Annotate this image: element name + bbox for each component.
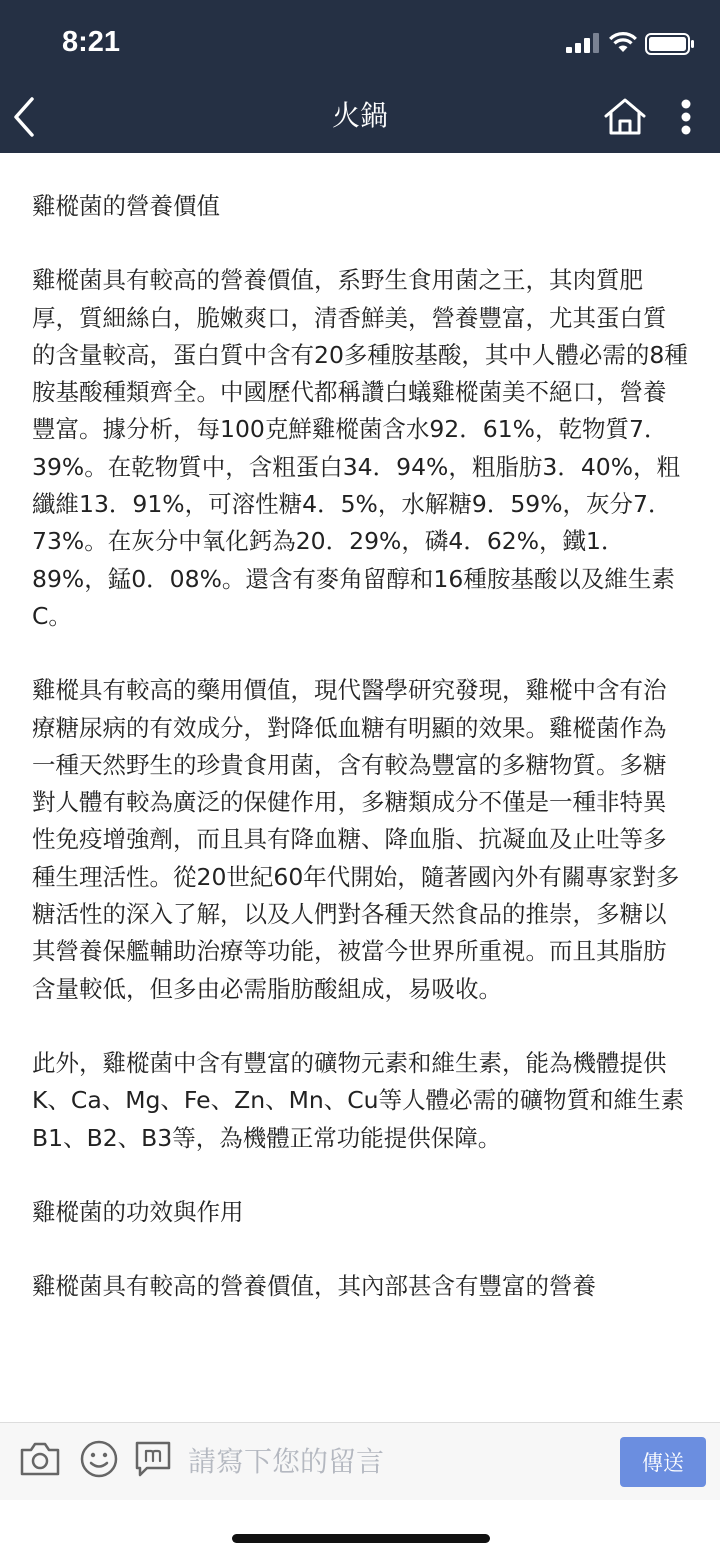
chevron-left-icon	[16, 99, 32, 135]
more-vertical-icon	[682, 100, 691, 135]
camera-icon[interactable]	[18, 1437, 62, 1481]
more-button[interactable]	[672, 96, 700, 138]
back-button[interactable]	[8, 94, 48, 140]
send-button[interactable]: 傳送	[620, 1437, 706, 1487]
wifi-icon	[608, 31, 638, 53]
home-icon	[606, 100, 644, 133]
battery-icon	[645, 33, 695, 55]
app-header	[0, 0, 720, 153]
bottom-safe-area	[0, 1500, 720, 1558]
article-paragraph: 雞樅具有較高的藥用價值，現代醫學研究發現，雞樅中含有治療糖尿病的有效成分，對降低血糖有明顯的效果。雞樅菌作為一種天然野生的珍貴食用菌，含有較為豐富的多糖物質。多糖對人體有較為廣泛的保健作用，多糖類成分不僅是一種非特異性免疫增強劑，而且具有降血糖、降血脂、抗凝血及止吐等多種生理活性。從20世紀60年代開始，隨著國內外有關專家對多糖活性的深入了解，以及人們對各種天然食品的推崇，多糖以其營養保艦輔助治療等功能，被當今世界所重視。而且其脂肪含量較低，但多由必需脂肪酸組成，易吸收。	[32, 676, 680, 1003]
sticker-icon[interactable]	[131, 1437, 175, 1481]
section-heading: 雞樅菌的功效與作用	[32, 1197, 244, 1226]
comment-input[interactable]	[188, 1439, 598, 1483]
emoji-icon[interactable]	[77, 1437, 121, 1481]
home-indicator	[232, 1534, 490, 1543]
article-paragraph: 此外，雞樅菌中含有豐富的礦物元素和維生素，能為機體提供K、Ca、Mg、Fe、Zn、Mn、Cu等人體必需的礦物質和維生素B1、B2、B3等，為機體正常功能提供保障。	[32, 1048, 685, 1152]
signal-icon	[566, 33, 600, 53]
article-paragraph: 雞樅菌具有較高的營養價值，系野生食用菌之王，其肉質肥厚，質細絲白，脆嫩爽口，清香鮮美，營養豐富，尤其蛋白質的含量較高，蛋白質中含有20多種胺基酸，其中人體必需的8種胺基酸種類齊全。中國歷代都稱讚白蟻雞樅菌美不絕口，營養豐富。據分析，每100克鮮雞樅菌含水92．61%，乾物質7．39%。在乾物質中，含粗蛋白34．94%，粗脂肪3．40%，粗纖維13．91%，可溶性糖4．5%，水解糖9．59%，灰分7．73%。在灰分中氧化鈣為20．29%，磷4．62%，鐵1．89%，錳0．08%。還含有麥角留醇和16種胺基酸以及維生素C。	[32, 266, 688, 630]
home-button[interactable]	[602, 96, 648, 138]
status-time: 8:21	[62, 26, 121, 58]
article-paragraph: 雞樅菌具有較高的營養價值，其內部甚含有豐富的營養	[32, 1272, 596, 1301]
section-heading: 雞樅菌的營養價值	[32, 192, 220, 220]
article-body	[32, 188, 688, 1422]
page-title: 火鍋	[331, 99, 388, 132]
comment-composer	[0, 1422, 720, 1501]
